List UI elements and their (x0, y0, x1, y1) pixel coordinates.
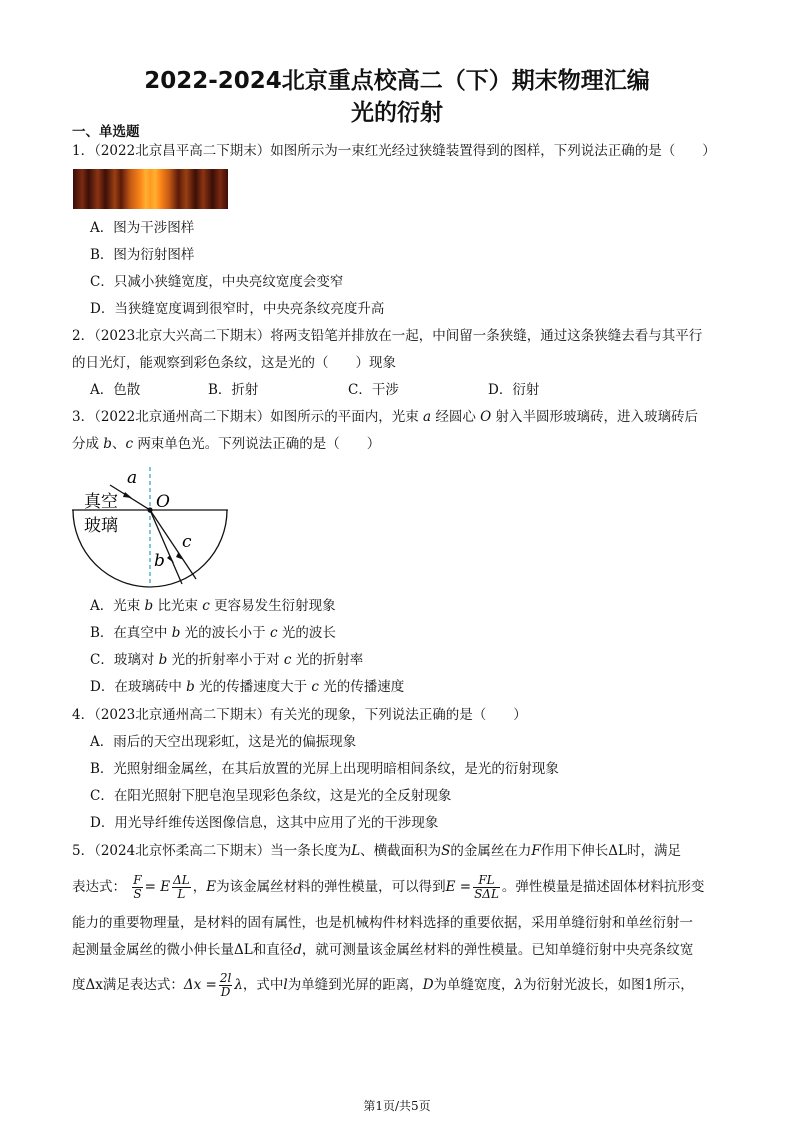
q2-stem-line2: 的日光灯，能观察到彩色条纹，这是光的（ ）现象 (72, 355, 396, 371)
q2-option-a: A．色散 (90, 382, 141, 398)
q4-option-d: D．用光导纤维传送图像信息，这其中应用了光的干涉现象 (90, 815, 439, 831)
eq-strain: $\frac{\Delta L}{L}$ (173, 873, 190, 901)
q2-option-b: B．折射 (208, 382, 259, 398)
arrow-b-icon (167, 555, 174, 563)
label-glass: 玻璃 (84, 516, 118, 536)
q3-option-c: C．玻璃对 b 光的折射率小于对 c 光的折射率 (90, 652, 364, 668)
q4-stem: 4．（2023北京通州高二下期末）有关光的现象，下列说法正确的是（ ） (72, 707, 527, 723)
q3-option-b: B．在真空中 b 光的波长小于 c 光的波长 (90, 625, 336, 641)
eq-modulus: $\frac{FL}{\text{SΔL}}$ (474, 873, 499, 901)
q2-option-c: C．干涉 (348, 382, 399, 398)
q5-line1: 5．（2024北京怀柔高二下期末）当一条长度为L、横截面积为S的金属丝在力F作用下伸长ΔL时，满足 (72, 843, 682, 859)
label-c: c (182, 532, 192, 552)
eq-stress: $\frac{F}{S}$ (133, 873, 142, 901)
q4-option-b: B．光照射细金属丝，在其后放置的光屏上出现明暗相间条纹，是光的衍射现象 (90, 761, 559, 777)
eq-fringe-width: $\frac{2l}{D}$ (219, 971, 232, 999)
q1-stem: 1．（2022北京昌平高二下期末）如图所示为一束红光经过狭缝装置得到的图样，下列说法正确的是（ ） (72, 143, 716, 159)
q5-line2: 表达式： $\frac{F}{S}$ = E $\frac{\Delta L}{L}$ ，E为该金属丝材料的弹性模量，可以得到E = $\frac{FL}{\text{SΔL}}$ 。弹性模量是描述固体材料抗形变 (72, 873, 705, 901)
q5-line4: 起测量金属丝的微小伸长量ΔL和直径d，就可测量该金属丝材料的弹性模量。已知单缝衍射中央亮条纹宽 (72, 942, 694, 958)
arrow-a-icon (123, 492, 132, 498)
q1-option-c: C．只减小狭缝宽度，中央亮纹宽度会变窄 (90, 274, 344, 290)
q1-option-a: A．图为干涉图样 (90, 220, 195, 236)
q3-stem-line2: 分成 b、c 两束单色光。下列说法正确的是（ ） (72, 436, 381, 452)
q1-option-b: B．图为衍射图样 (90, 247, 195, 263)
label-b: b (154, 551, 165, 571)
q2-option-d: D．衍射 (488, 382, 540, 398)
ray-b (150, 510, 182, 584)
section-heading: 一、单选题 (72, 124, 140, 140)
q4-option-c: C．在阳光照射下肥皂泡呈现彩色条纹，这是光的全反射现象 (90, 788, 452, 804)
label-vacuum: 真空 (84, 492, 118, 512)
q5-line5: 度Δx满足表达式：Δx = $\frac{2l}{D}$ λ，式中l为单缝到光屏的距离，D为单缝宽度，λ为衍射光波长，如图1所示， (72, 971, 694, 999)
q5-line3: 能力的重要物理量，是材料的固有属性，也是机械构件材料选择的重要依据，采用单缝衍射和单丝衍射一 (72, 915, 693, 931)
diffraction-pattern-image (73, 169, 228, 209)
q4-option-a: A．雨后的天空出现彩虹，这是光的偏振现象 (90, 734, 357, 750)
refraction-figure (70, 465, 240, 590)
page-footer: 第1页/共5页 (363, 1099, 431, 1113)
q2-stem-line1: 2．（2023北京大兴高二下期末）将两支铅笔并排放在一起，中间留一条狭缝，通过这条狭缝去看与其平行 (72, 328, 703, 344)
page-title: 2022-2024北京重点校高二（下）期末物理汇编 (144, 68, 650, 94)
label-O: O (156, 492, 170, 512)
center-point-O (147, 507, 152, 512)
q3-option-d: D．在玻璃砖中 b 光的传播速度大于 c 光的传播速度 (90, 679, 405, 695)
q3-stem-line1: 3．（2022北京通州高二下期末）如图所示的平面内，光束 a 经圆心 O 射入半圆形玻璃砖，进入玻璃砖后 (72, 409, 699, 425)
page-subtitle: 光的衍射 (351, 100, 443, 126)
q3-option-a: A．光束 b 比光束 c 更容易发生衍射现象 (90, 598, 336, 614)
label-a: a (127, 468, 138, 488)
q1-option-d: D．当狭缝宽度调到很窄时，中央亮条纹亮度升高 (90, 301, 385, 317)
